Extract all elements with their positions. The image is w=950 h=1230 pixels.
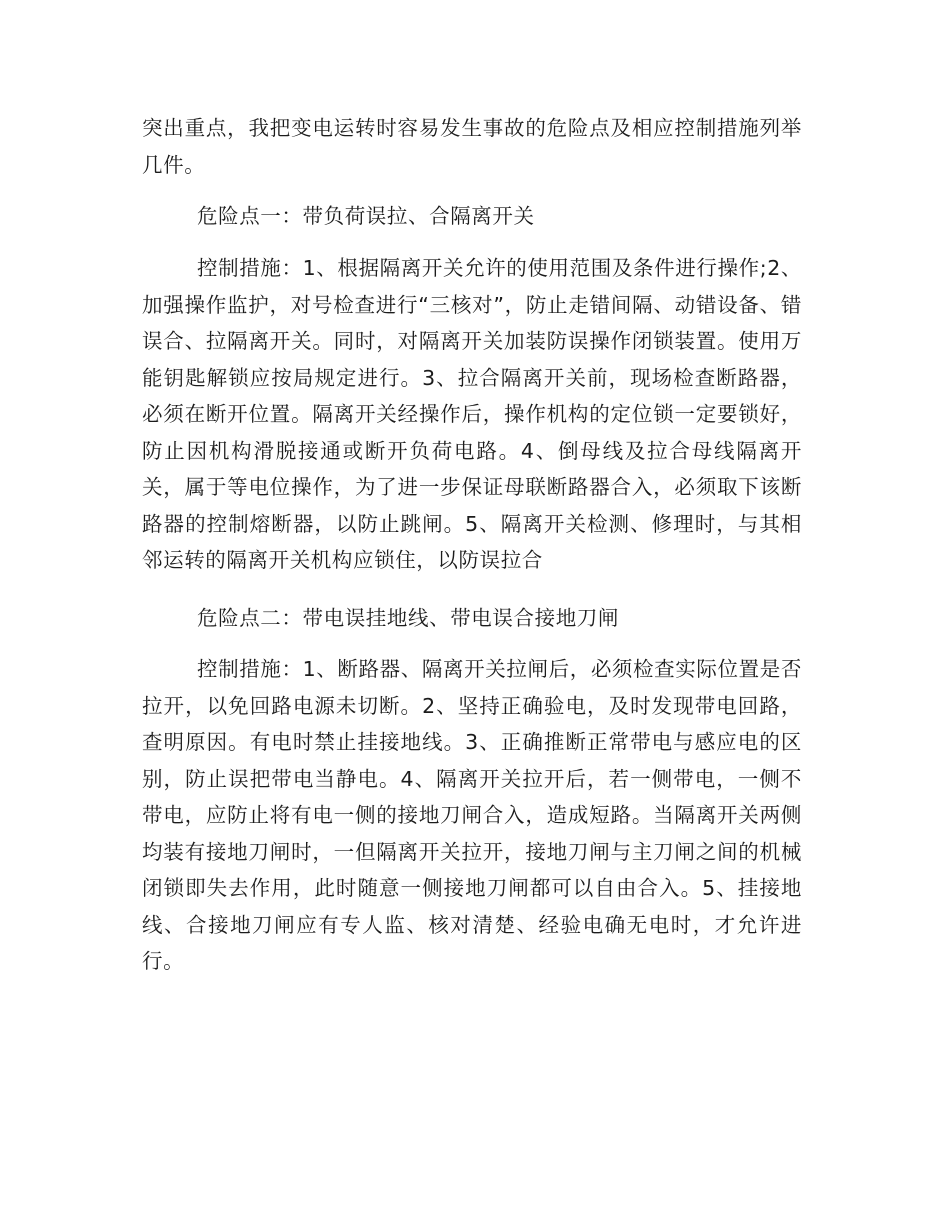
danger-point-1-heading: 危险点一：带负荷误拉、合隔离开关	[197, 204, 535, 228]
danger-point-2-heading-block	[142, 600, 802, 637]
danger-point-2-heading: 危险点二：带电误挂地线、带电误合接地刀闸	[197, 606, 619, 630]
control-measures-2-text: 控制措施：1、断路器、隔离开关拉闸后，必须检查实际位置是否拉开，以免回路电源未切断。2、坚持正确验电，及时发现带电回路，查明原因。有电时禁止挂接地线。3、正确推断正常带电与感应电的区别，防止误把带电当静电。4、隔离开关拉开后，若一侧带电，一侧不带电，应防止将有电一侧的接地刀闸合入，造成短路。当隔离开关两侧均装有接地刀闸时，一但隔离开关拉开，接地刀闸与主刀闸之间的机械闭锁即失去作用，此时随意一侧接地刀闸都可以自由合入。5、挂接地线、合接地刀闸应有专人监、核对清楚、经验电确无电时，才允许进行。	[142, 657, 802, 973]
danger-point-1-heading-block	[142, 198, 802, 235]
control-measures-1-block	[142, 250, 802, 579]
intro-text: 突出重点，我把变电运转时容易发生事故的危险点及相应控制措施列举几件。	[142, 116, 802, 177]
control-measures-2-block	[142, 651, 802, 980]
control-measures-1-text: 控制措施：1、根据隔离开关允许的使用范围及条件进行操作;2、加强操作监护，对号检查进行“三核对”，防止走错间隔、动错设备、错误合、拉隔离开关。同时，对隔离开关加装防误操作闭锁装置。使用万能钥匙解锁应按局规定进行。3、拉合隔离开关前，现场检查断路器，必须在断开位置。隔离开关经操作后，操作机构的定位锁一定要锁好，防止因机构滑脱接通或断开负荷电路。4、倒母线及拉合母线隔离开关，属于等电位操作，为了进一步保证母联断路器合入，必须取下该断路器的控制熔断器，以防止跳闸。5、隔离开关检测、修理时，与其相邻运转的隔离开关机构应锁住，以防误拉合	[142, 256, 802, 572]
intro-paragraph	[142, 110, 802, 183]
